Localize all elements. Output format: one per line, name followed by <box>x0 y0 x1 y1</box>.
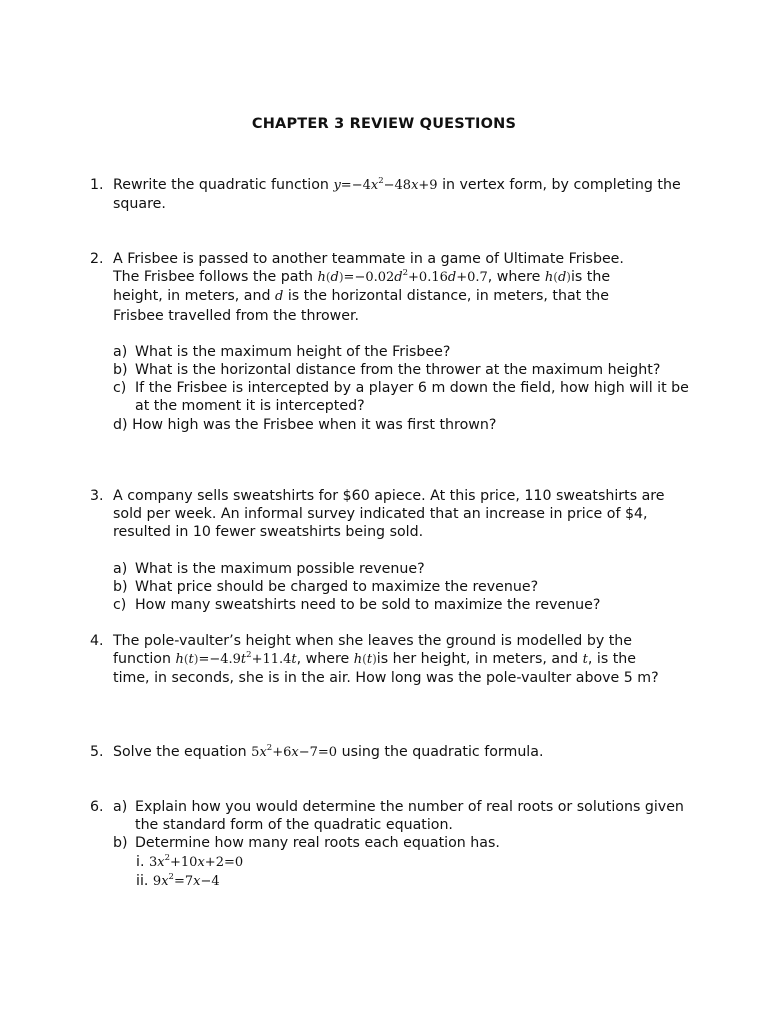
question-text: Frisbee travelled from the thrower. <box>113 307 360 324</box>
equation-pole-vault-height: $h(t)=-4.9t^2+11.4t$ <box>175 650 297 668</box>
question-number: 5. <box>90 744 104 760</box>
question-part: a) What is the maximum possible revenue? <box>113 560 425 577</box>
question-number: 4. <box>90 633 104 649</box>
variable-t: t <box>582 652 588 668</box>
equation-frisbee-path: $h(d)=-0.02d^2+0.16d+0.7$ <box>317 268 488 286</box>
question-body <box>113 250 690 434</box>
question-number: 3. <box>90 488 104 504</box>
question-number: 6. <box>90 799 104 815</box>
equation-roots-i: $3x^2+10x+2=0$ <box>148 852 244 870</box>
question-number: 2. <box>90 251 104 267</box>
question-body <box>113 632 690 688</box>
question-text: A company sells sweatshirts for $60 apiece. At this price, 110 sweatshirts are sold per week. An informal survey indicated that an increase in price of $4, resulted in 10 fewer sweatshirts being sold. <box>113 488 665 541</box>
question-number: 1. <box>90 177 104 193</box>
question-part: b) What is the horizontal distance from the thrower at the maximum height? <box>113 362 661 379</box>
equation-roots-ii: $9x^2=7x-4$ <box>152 871 220 889</box>
question-3 <box>90 487 690 614</box>
question-body: Solve the equation $5x^2+6x-7=0$ using the quadratic formula. <box>113 743 544 760</box>
question-text-line: function $h(t)=-4.9t^2+11.4t$, where h(t)is her height, in meters, and t, is the <box>113 650 637 668</box>
question-part: b) What price should be charged to maximize the revenue? <box>113 578 539 595</box>
question-1 <box>90 176 690 213</box>
variable-h-of-t: h(t) <box>353 652 377 668</box>
question-body <box>113 487 690 614</box>
question-4 <box>90 632 690 688</box>
root-equation: ii. $9x^2=7x-4$ <box>136 871 220 889</box>
question-6 <box>90 798 690 891</box>
question-5 <box>90 743 690 762</box>
question-text-line: height, in meters, and d is the horizontal distance, in meters, that the <box>113 288 610 305</box>
question-text: The pole-vaulter’s height when she leaves the ground is modelled by the <box>113 633 633 649</box>
question-part: c) How many sweatshirts need to be sold to maximize the revenue? <box>113 597 601 614</box>
question-text: in vertex form, by completing the square. <box>113 177 681 213</box>
equation-solve: $5x^2+6x-7=0$ <box>251 743 338 760</box>
question-part: c) If the Frisbee is intercepted by a player 6 m down the field, how high will it be at the moment it is intercepted? <box>113 380 689 415</box>
question-2 <box>90 250 690 434</box>
root-equation: i. $3x^2+10x+2=0$ <box>136 852 244 870</box>
question-text: A Frisbee is passed to another teammate in a game of Ultimate Frisbee. <box>113 251 624 267</box>
page-title: CHAPTER 3 REVIEW QUESTIONS <box>251 116 517 132</box>
question-text: Rewrite the quadratic function <box>113 177 334 193</box>
question-body <box>113 798 690 891</box>
variable-d: d <box>274 289 284 305</box>
question-body <box>113 176 690 213</box>
question-text-line: The Frisbee follows the path $h(d)=-0.02d^2+0.16d+0.7$, where h(d)is the <box>113 268 611 286</box>
variable-h-of-d: h(d) <box>544 270 571 286</box>
question-part: a) What is the maximum height of the Frisbee? <box>113 343 451 360</box>
question-part: d) How high was the Frisbee when it was first thrown? <box>113 416 497 433</box>
question-text: time, in seconds, she is in the air. How long was the pole-vaulter above 5 m? <box>113 670 659 687</box>
question-part: a) Explain how you would determine the number of real roots or solutions given the standard form of the quadratic equation. <box>113 799 684 834</box>
question-part: b) Determine how many real roots each equation has. <box>113 835 500 852</box>
equation-quadratic-function: $y=-4x^2-48x+9$ <box>333 176 438 193</box>
